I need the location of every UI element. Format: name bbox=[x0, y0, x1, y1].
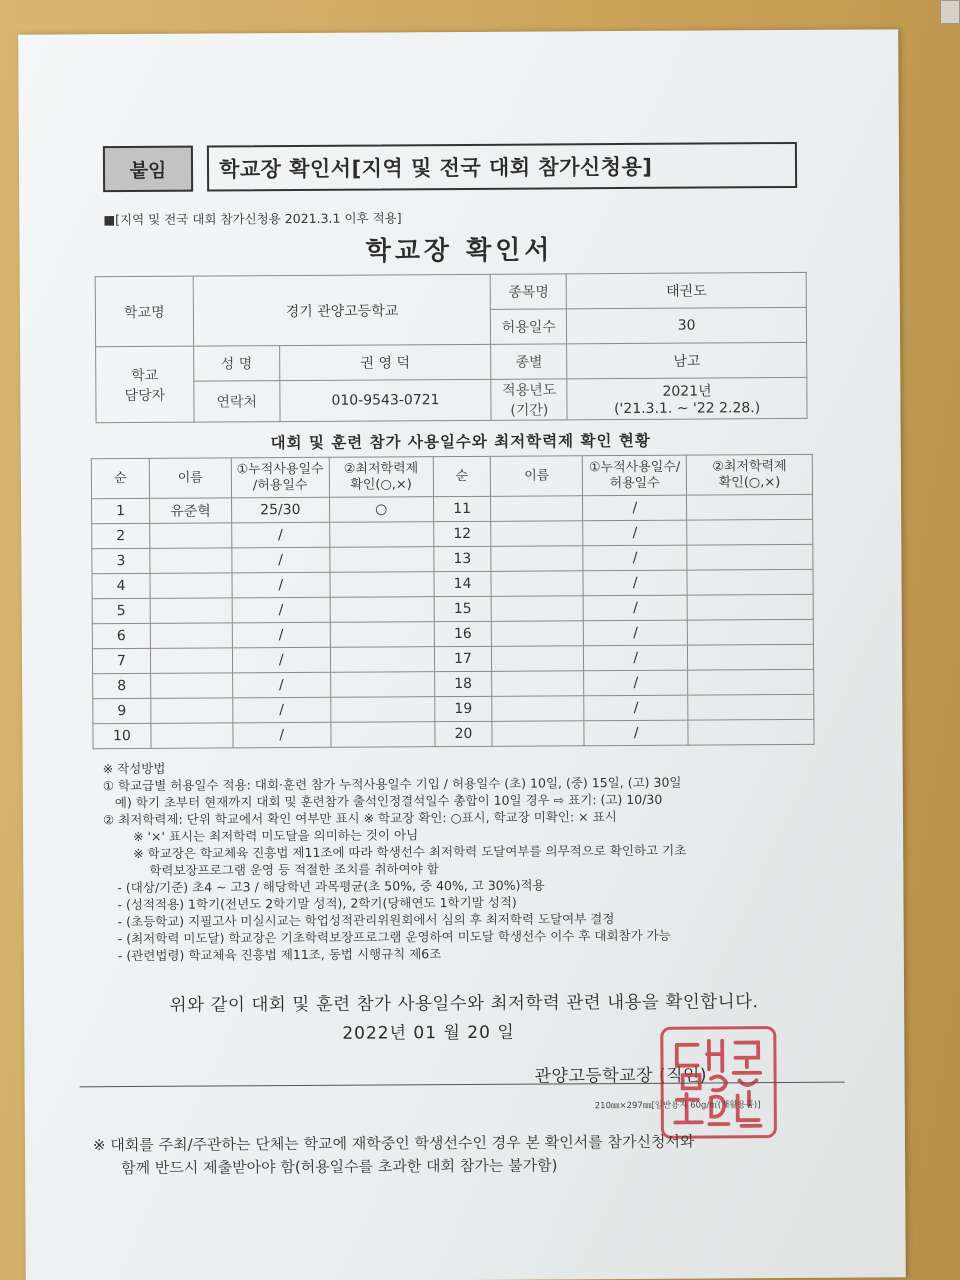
header-academic bbox=[329, 457, 433, 498]
note-line: - (초등학교) 지필고사 미실시교는 학업성적관리위원회에서 심의 후 최저학력 도달여부 결정 bbox=[117, 911, 615, 930]
document-title: 학교장 확인서[지역 및 전국 대회 참가신청용] bbox=[207, 142, 797, 192]
row-no-right: 18 bbox=[434, 671, 492, 696]
signer: 관양고등학교장 (직인) bbox=[534, 1065, 708, 1087]
row-days: / bbox=[232, 647, 330, 673]
row-days: / bbox=[232, 672, 330, 698]
header-academic-right bbox=[686, 454, 812, 495]
row-days-right: / bbox=[584, 695, 688, 721]
manager-label-line2: 담당자 bbox=[124, 387, 166, 404]
row-days-right: / bbox=[584, 670, 688, 696]
header-days-right-line1: ①누적사용일수/ bbox=[588, 459, 681, 475]
header-days-line2: /허용일수 bbox=[252, 477, 308, 493]
row-days-right: / bbox=[583, 495, 687, 521]
type-value: 남고 bbox=[567, 342, 807, 378]
document-page bbox=[18, 29, 906, 1280]
row-name: 유준혁 bbox=[149, 498, 231, 523]
contact-label: 연락처 bbox=[194, 381, 280, 423]
writing-notes bbox=[93, 756, 834, 965]
row-no-right: 16 bbox=[434, 621, 492, 646]
header-days-right-line2: 허용일수 bbox=[609, 475, 660, 491]
name-label: 성 명 bbox=[193, 346, 279, 382]
header-row bbox=[103, 142, 797, 192]
row-no: 4 bbox=[92, 573, 150, 598]
row-days: / bbox=[233, 722, 331, 748]
year-value-line1: 2021년 bbox=[662, 383, 712, 400]
row-name-right bbox=[491, 546, 583, 572]
row-name-right bbox=[491, 571, 583, 597]
row-academic-check: ○ bbox=[329, 497, 433, 523]
row-academic-check bbox=[330, 572, 434, 598]
year-label-line1: 적용년도 bbox=[502, 382, 557, 399]
issue-date: 2022년 01 월 20 일 bbox=[342, 1022, 515, 1044]
row-no: 7 bbox=[92, 648, 150, 673]
footer-line: ※ 대회를 주최/주관하는 단체는 학교에 재학중인 학생선수인 경우 본 확인서를 참가신청서와 bbox=[92, 1132, 695, 1155]
row-academic-check bbox=[330, 697, 434, 723]
note-line: - (최저학력 미도달) 학교장은 기초학력보장프로그램 운영하여 미도달 학생선수 이수 후 대회참가 가능 bbox=[117, 927, 671, 947]
header-days-line1: ①누적사용일수 bbox=[236, 461, 324, 477]
row-name-right bbox=[491, 496, 583, 522]
contact-value: 010-9543-0721 bbox=[280, 379, 492, 421]
event-label: 종목명 bbox=[491, 274, 567, 309]
note-line: - (대상/기준) 초4 ~ 고3 / 해당학년 과목평균(초 50%, 중 40%, 고 30%)적용 bbox=[117, 877, 545, 896]
row-name-right bbox=[492, 646, 584, 672]
header-name: 이름 bbox=[149, 458, 231, 498]
row-days: / bbox=[232, 622, 330, 648]
year-value-line2: ('21.3.1. ~ '22 2.28.) bbox=[614, 400, 761, 418]
school-label: 학교명 bbox=[95, 276, 193, 347]
row-name bbox=[151, 673, 233, 698]
row-no: 9 bbox=[93, 698, 151, 723]
confirmation-statement: 위와 같이 대회 및 훈련 참가 사용일수와 최저학력 관련 내용을 확인합니다. bbox=[169, 992, 759, 1016]
row-name bbox=[150, 523, 232, 548]
row-name bbox=[151, 698, 233, 723]
row-days: / bbox=[232, 597, 330, 623]
row-academic-check-right bbox=[688, 694, 814, 720]
row-name-right bbox=[492, 671, 584, 697]
row-no-right: 15 bbox=[434, 596, 492, 621]
header-no-right: 순 bbox=[433, 456, 491, 496]
note-line: ② 최저학력제: 단위 학교에서 확인 여부만 표시 ※ 학교장 확인: ○표시, 학교장 미확인: × 표시 bbox=[102, 809, 617, 828]
row-no-right: 14 bbox=[434, 571, 492, 596]
row-academic-check-right bbox=[687, 494, 813, 520]
row-name-right bbox=[492, 721, 584, 747]
header-name-right: 이름 bbox=[491, 456, 583, 497]
row-no: 5 bbox=[92, 598, 150, 623]
manager-label-line1: 학교 bbox=[131, 367, 159, 384]
row-academic-check bbox=[329, 522, 433, 548]
row-days: 25/30 bbox=[231, 497, 329, 523]
row-academic-check-right bbox=[687, 619, 813, 645]
row-name-right bbox=[491, 521, 583, 547]
header-academic-line1: ②최저학력제 bbox=[343, 460, 419, 477]
footer-line: 함께 반드시 제출받아야 함(허용일수를 초과한 대회 참가는 불가함) bbox=[121, 1156, 558, 1178]
row-no-right: 17 bbox=[434, 646, 492, 671]
status-table bbox=[91, 454, 815, 749]
note-line: - (관련법령) 학교체육 진흥법 제11조, 동법 시행규칙 제6조 bbox=[117, 946, 442, 964]
applied-note: ■[지역 및 전국 대회 참가신청용 2021.3.1 이후 적용] bbox=[103, 210, 402, 228]
year-label bbox=[491, 379, 567, 420]
note-line: ※ 학교장은 학교체육 진흥법 제11조에 따라 학생선수 최저학력 도달여부를 의무적으로 확인하고 기초 bbox=[133, 842, 687, 862]
row-days: / bbox=[232, 547, 330, 573]
row-days-right: / bbox=[583, 545, 687, 571]
row-no: 10 bbox=[93, 723, 151, 748]
row-no-right: 12 bbox=[433, 521, 491, 546]
row-academic-check bbox=[330, 547, 434, 573]
school-value: 경기 관양고등학교 bbox=[193, 274, 491, 346]
row-name bbox=[150, 573, 232, 598]
row-academic-check-right bbox=[688, 644, 814, 670]
row-academic-check-right bbox=[687, 594, 813, 620]
row-days-right: / bbox=[583, 595, 687, 621]
note-line: ① 학교급별 허용일수 적용: 대회·훈련 참가 누적사용일수 기입 / 허용일수 (초) 10일, (중) 15일, (고) 30일 bbox=[102, 774, 682, 794]
event-value: 태권도 bbox=[566, 272, 806, 308]
row-no-right: 13 bbox=[433, 546, 491, 571]
note-line: ※ 작성방법 bbox=[102, 760, 166, 777]
row-name bbox=[150, 598, 232, 623]
row-academic-check-right bbox=[687, 569, 813, 595]
attachment-label: 붙임 bbox=[103, 146, 193, 193]
row-no: 6 bbox=[92, 623, 150, 648]
note-line: 예) 학기 초부터 현재까지 대회 및 훈련참가 출석인정결석일수 총합이 10일 경우 ⇨ 표기: (고) 10/30 bbox=[114, 791, 663, 811]
row-academic-check-right bbox=[687, 544, 813, 570]
row-academic-check bbox=[331, 722, 435, 748]
name-value: 권 영 덕 bbox=[279, 344, 491, 380]
footer-note bbox=[93, 1130, 853, 1181]
row-no-right: 11 bbox=[433, 496, 491, 521]
row-name bbox=[151, 723, 233, 748]
row-days-right: / bbox=[583, 570, 687, 596]
row-name bbox=[150, 548, 232, 573]
manager-label bbox=[96, 346, 194, 423]
note-line: - (성적적용) 1학기(전년도 2학기말 성적), 2학기(당해연도 1학기말 성적) bbox=[117, 894, 517, 913]
row-no: 3 bbox=[92, 548, 150, 573]
row-days-right: / bbox=[584, 720, 688, 746]
row-academic-check bbox=[330, 647, 434, 673]
row-days: / bbox=[232, 572, 330, 598]
row-days-right: / bbox=[584, 645, 688, 671]
row-academic-check-right bbox=[688, 669, 814, 695]
row-name-right bbox=[492, 596, 584, 622]
header-no: 순 bbox=[91, 458, 149, 498]
note-line: ※ '×' 표시는 최저학력 미도달을 의미하는 것이 아님 bbox=[133, 827, 419, 845]
row-name-right bbox=[492, 621, 584, 647]
main-title: 학교장 확인서 bbox=[365, 235, 554, 267]
row-days-right: / bbox=[584, 620, 688, 646]
year-label-line2: (기간) bbox=[510, 402, 549, 419]
row-no: 8 bbox=[93, 673, 151, 698]
tape-strip bbox=[940, 0, 960, 24]
note-line: 학력보장프로그램 운영 등 적절한 조치를 취하여야 함 bbox=[149, 861, 439, 878]
year-value bbox=[567, 377, 807, 419]
table-header-row bbox=[91, 454, 812, 498]
header-days bbox=[231, 457, 329, 498]
row-no-right: 19 bbox=[434, 696, 492, 721]
paper-size-note: 210㎜×297㎜[일반용지 60g/㎡(재활용품)] bbox=[594, 1100, 761, 1112]
section-title: 대회 및 훈련 참가 사용일수와 최저학력제 확인 현황 bbox=[270, 431, 651, 453]
row-name bbox=[150, 648, 232, 673]
header-academic-right-line1: ②최저학력제 bbox=[712, 458, 787, 474]
info-table bbox=[95, 272, 808, 423]
header-days-right bbox=[583, 455, 687, 496]
row-days: / bbox=[231, 522, 329, 548]
allowed-days-label: 허용일수 bbox=[491, 309, 567, 344]
row-academic-check-right bbox=[688, 719, 814, 745]
row-name bbox=[150, 623, 232, 648]
row-academic-check bbox=[330, 622, 434, 648]
row-academic-check-right bbox=[687, 519, 813, 545]
row-academic-check bbox=[330, 597, 434, 623]
type-label: 종별 bbox=[491, 344, 567, 379]
table-row bbox=[93, 719, 814, 748]
row-no: 2 bbox=[92, 523, 150, 548]
row-name-right bbox=[492, 696, 584, 722]
row-days-right: / bbox=[583, 520, 687, 546]
row-days: / bbox=[233, 697, 331, 723]
row-no-right: 20 bbox=[434, 721, 492, 746]
row-academic-check bbox=[330, 672, 434, 698]
header-academic-line2: 확인(○,×) bbox=[350, 476, 412, 493]
row-no: 1 bbox=[92, 498, 150, 523]
allowed-days-value: 30 bbox=[567, 307, 807, 343]
header-academic-right-line2: 확인(○,×) bbox=[718, 474, 781, 490]
